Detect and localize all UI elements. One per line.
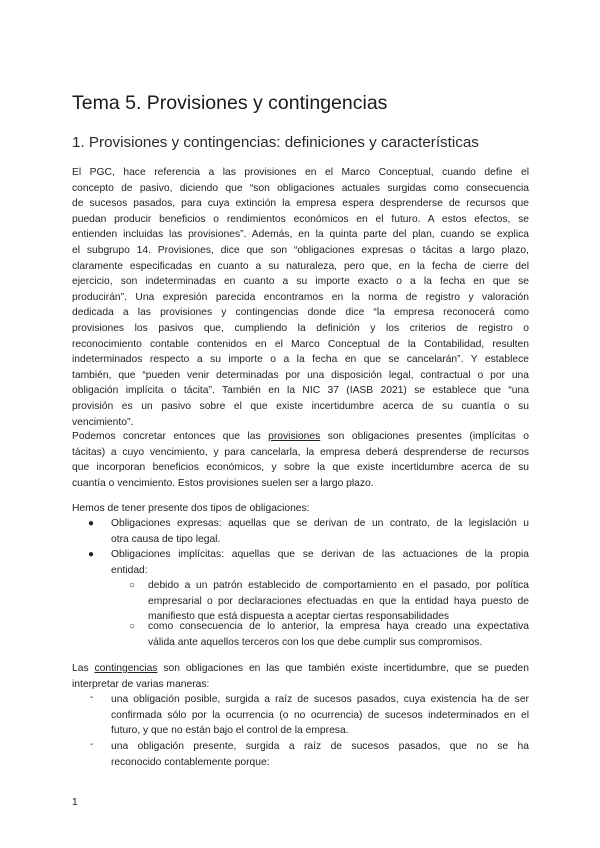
list-item bbox=[111, 516, 529, 547]
text-line: El PGC, hace referencia a las provisiones en el Marco Conceptual, cuando define el bbox=[72, 167, 529, 178]
text-line: reconocimiento contable contenidos en el Marco Conceptual de la Contabilidad, resulten bbox=[72, 338, 529, 350]
text-line: dedicada a las provisiones y contingencias donde dice “la empresa reconocerá como bbox=[72, 307, 529, 319]
list-item bbox=[111, 547, 529, 578]
text-line: una obligación posible, surgida a raíz de sucesos pasados, cuya existencia ha de ser bbox=[111, 694, 529, 705]
text-line: cuantía o vencimiento. Estos provisiones suelen ser a largo plazo. bbox=[72, 477, 374, 489]
paragraph-provisiones bbox=[72, 429, 529, 491]
text-line: interpretar de varias maneras: bbox=[72, 678, 210, 690]
text-line: que incorporan beneficios económicos, y sobre la que existe incertidumbre acerca de su bbox=[72, 462, 529, 474]
text-line: puedan producir beneficios o rendimientos económicos en el futuro. A estos efectos, se bbox=[72, 213, 529, 225]
page-number: 1 bbox=[72, 797, 78, 808]
bullet-icon: ● bbox=[88, 518, 95, 529]
text-line: empresarial o por declaraciones efectuadas en que la entidad haya puesto de bbox=[148, 595, 529, 607]
page-title: Tema 5. Provisiones y contingencias bbox=[72, 92, 388, 114]
sub-bullet-icon: ○ bbox=[129, 580, 136, 591]
text-line: el subgrupo 14. Provisiones, dice que son “obligaciones expresas o tácitas a largo plazo, bbox=[72, 244, 529, 256]
term-provisiones: provisiones bbox=[268, 431, 321, 442]
text-line: obligación implícita o tácita”. También en la NIC 37 (IASB 2021) se establece que “una bbox=[72, 385, 529, 397]
text-line: manifiesto que está dispuesta a aceptar ciertas responsabilidades bbox=[148, 611, 450, 623]
text-line: entienden incluidas las provisiones”. Además, en la quinta parte del plan, cuando se explica bbox=[72, 229, 529, 241]
text-line: claramente especificadas en cuanto a su naturaleza, pero que, en la fecha de cierre del bbox=[72, 260, 529, 272]
sub-list-item bbox=[148, 578, 529, 625]
text-line: confirmada sólo por la ocurrencia (o no ocurrencia) de sucesos indeterminados en el bbox=[111, 709, 529, 721]
text-line: Hemos de tener presente dos tipos de obligaciones: bbox=[72, 503, 310, 514]
section-title: 1. Provisiones y contingencias: definiciones y características bbox=[72, 134, 479, 151]
term-contingencias: contingencias bbox=[94, 663, 158, 674]
text-line: una obligación presente, surgida a raíz de sucesos pasados, que no se ha bbox=[111, 741, 529, 752]
text-line: ejercicio, son indeterminadas en cuanto a su importe exacto o a la fecha en que se bbox=[72, 276, 529, 288]
text-line: de sucesos pasados, para cuya extinción la empresa espera desprenderse de recursos que bbox=[72, 198, 529, 210]
sub-bullet-icon: ○ bbox=[129, 621, 136, 632]
dash-bullet-icon: - bbox=[90, 739, 94, 750]
text-line: otra causa de tipo legal. bbox=[111, 533, 221, 545]
text-line: concepto de pasivo, diciendo que “son obligaciones actuales surgidas como consecuencia bbox=[72, 182, 529, 194]
text-line: reconocido contablemente porque: bbox=[111, 756, 270, 768]
text-line: futuro, y que no están bajo el control de la empresa. bbox=[111, 725, 349, 737]
text-line: entidad: bbox=[111, 564, 148, 576]
text-line: también, que “pueden venir determinadas por una disposición legal, contractual o por una bbox=[72, 369, 529, 381]
text-line: Obligaciones implícitas: aquellas que se derivan de las actuaciones de la propia bbox=[111, 549, 529, 560]
text-line: vencimiento”. bbox=[72, 416, 134, 428]
text-line: Las contingencias son obligaciones en las que también existe incertidumbre, que se pueden bbox=[72, 663, 529, 674]
dash-bullet-icon: - bbox=[90, 692, 94, 703]
text-line: indeterminados respecto a su importe o a la fecha en que se cancelarán”. Y establece bbox=[72, 354, 529, 366]
sub-list-item bbox=[148, 619, 529, 650]
dash-list-item bbox=[111, 692, 529, 739]
text-line: como consecuencia de lo anterior, la empresa haya creado una expectativa bbox=[148, 621, 529, 632]
text-line: tácitas) a cuyo vencimiento, y para cancelarla, la empresa deberá desprenderse de recursos bbox=[72, 446, 529, 458]
text-line: debido a un patrón establecido de comportamiento en el pasado, por política bbox=[148, 580, 529, 591]
text-line: Podemos concretar entonces que las provisiones son obligaciones presentes (implícitas o bbox=[72, 431, 529, 442]
paragraph-intro-obligaciones bbox=[72, 501, 529, 517]
text-line: provisiones los pasivos que, cumpliendo la definición y los criterios de registro o bbox=[72, 322, 529, 334]
text-line: provisión es un pasivo sobre el que existe incertidumbre acerca de su cuantía o su bbox=[72, 400, 529, 412]
dash-list-item bbox=[111, 739, 529, 770]
paragraph-contingencias bbox=[72, 661, 529, 692]
paragraph-definitions bbox=[72, 165, 529, 430]
text-line: producirán”. Una expresión parecida encontramos en la norma de registro y valoración bbox=[72, 291, 529, 303]
text-line: Obligaciones expresas: aquellas que se derivan de un contrato, de la legislación u bbox=[111, 518, 529, 529]
bullet-icon: ● bbox=[88, 549, 95, 560]
text-line: válida ante aquellos terceros con los que debe cumplir sus compromisos. bbox=[148, 636, 483, 648]
